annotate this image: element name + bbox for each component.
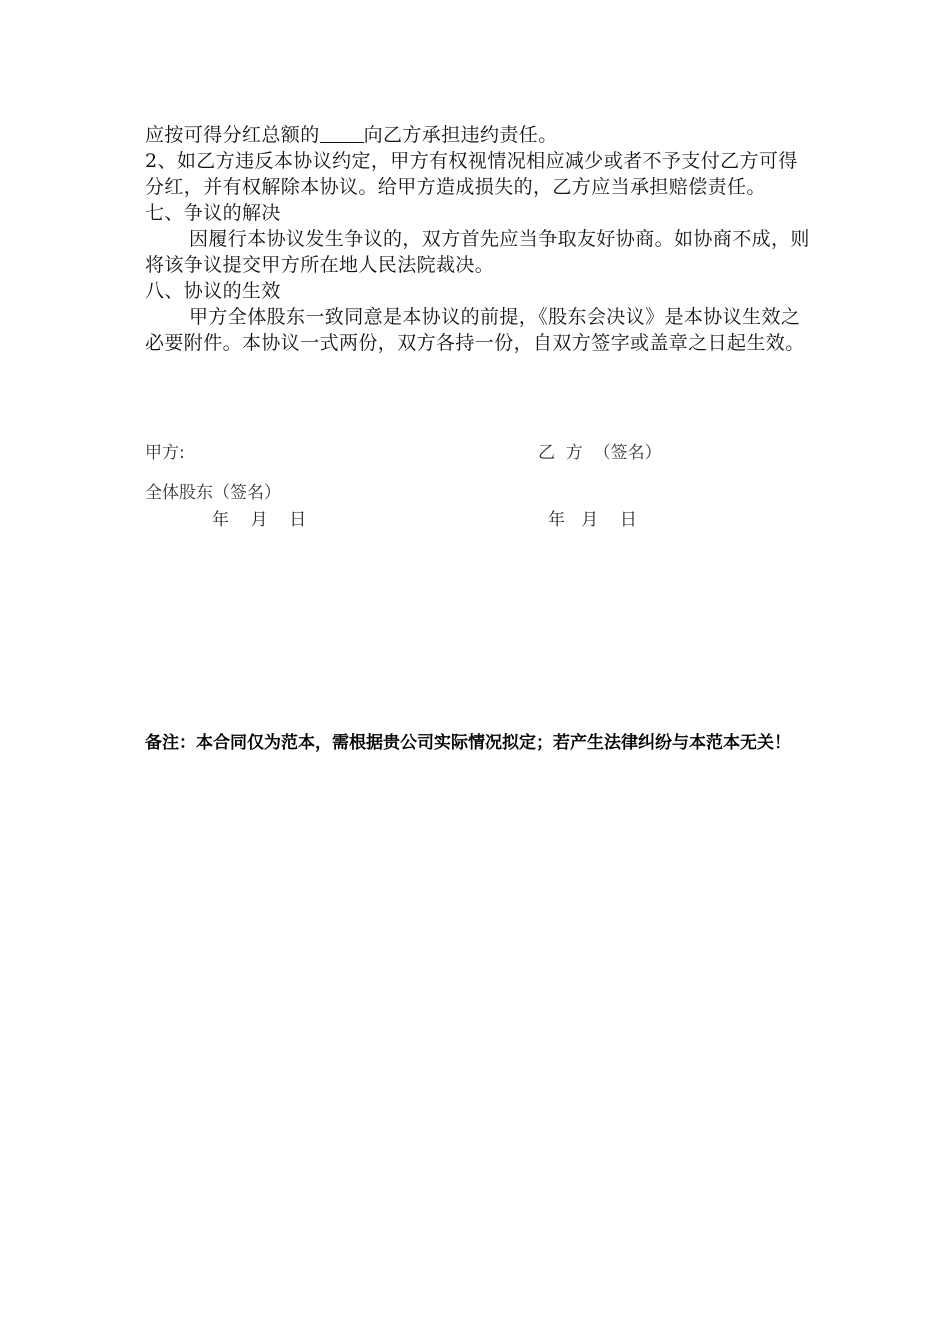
blank-fill-line: [320, 124, 364, 143]
disclaimer-note: 备注：本合同仅为范本，需根据贵公司实际情况拟定；若产生法律纠纷与本范本无关！: [145, 733, 791, 753]
date-left: 年 月 日: [212, 510, 307, 530]
liability-clause-line: [145, 122, 810, 148]
date-right: 年 月 日: [548, 510, 637, 530]
section-8-title: 八、协议的生效: [145, 280, 281, 302]
section-7-title: 七、争议的解决: [145, 202, 281, 224]
all-shareholders-signature-label: 全体股东（签名）: [145, 483, 281, 503]
liability-text-after: 向乙方承担违约责任。: [363, 124, 558, 146]
clause-2: 2、如乙方违反本协议约定，甲方有权视情况相应减少或者不予支付乙方可得分红，并有权解除本协议。给甲方造成损失的，乙方应当承担赔偿责任。: [145, 150, 798, 198]
section-7-body: 因履行本协议发生争议的，双方首先应当争取友好协商。如协商不成，则将该争议提交甲方所在地人民法院裁决。: [145, 228, 810, 276]
liability-text-before: 应按可得分红总额的: [145, 124, 320, 146]
party-a-label: 甲方:: [145, 443, 185, 463]
contract-body: [145, 122, 810, 356]
section-8-body: 甲方全体股东一致同意是本协议的前提，《股东会决议》是本协议生效之必要附件。本协议一式两份，双方各持一份，自双方签字或盖章之日起生效。: [145, 306, 805, 354]
party-b-signature-label: 乙 方 （签名）: [538, 443, 662, 463]
